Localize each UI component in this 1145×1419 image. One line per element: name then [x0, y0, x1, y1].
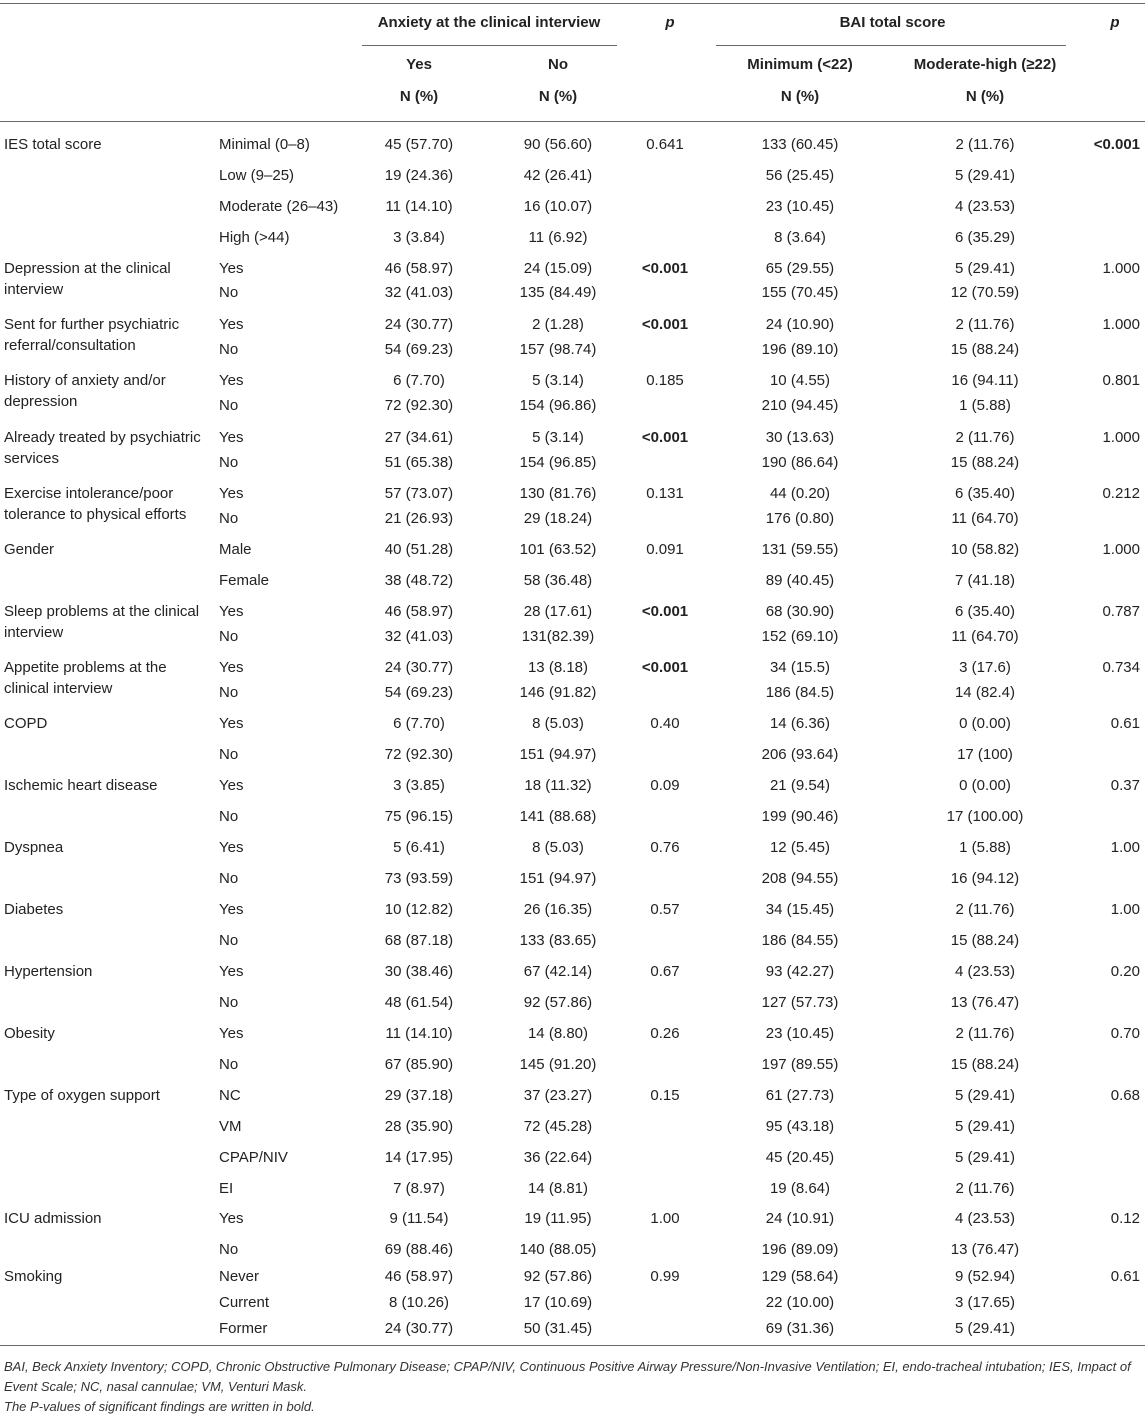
cell-p-anxiety: 0.641: [646, 136, 684, 153]
cell-anxiety-yes: 11 (14.10): [385, 198, 453, 215]
cell-bai-moderate-high: 7 (41.18): [954, 572, 1016, 589]
cell-p-anxiety: 0.185: [646, 372, 684, 389]
header-underline-anxiety: [362, 45, 617, 46]
cell-bai-moderate-high: 15 (88.24): [950, 932, 1020, 949]
cell-variable: Gender: [4, 541, 55, 558]
cell-anxiety-no: 8 (5.03): [532, 839, 584, 856]
cell-p-bai: 0.787: [1102, 603, 1140, 620]
cell-bai-minimum: 68 (30.90): [765, 603, 835, 620]
cell-anxiety-yes: 24 (30.77): [384, 659, 454, 676]
cell-bai-minimum: 131 (59.55): [761, 541, 839, 558]
cell-p-bai: 1.000: [1102, 260, 1140, 277]
cell-subgroup: Moderate (26–43): [219, 198, 339, 215]
cell-subgroup: No: [219, 510, 239, 527]
header-group-anxiety: Anxiety at the clinical interview: [377, 14, 601, 31]
cell-bai-minimum: 19 (8.64): [769, 1180, 831, 1197]
cell-subgroup: No: [219, 932, 239, 949]
cell-bai-minimum: 93 (42.27): [765, 963, 835, 980]
cell-anxiety-no: 141 (88.68): [519, 808, 597, 825]
cell-anxiety-no: 18 (11.32): [524, 777, 592, 794]
cell-bai-moderate-high: 17 (100.00): [946, 808, 1024, 825]
cell-bai-moderate-high: 5 (29.41): [954, 1320, 1016, 1337]
cell-p-anxiety: <0.001: [641, 260, 689, 277]
cell-anxiety-no: 131(82.39): [521, 628, 595, 645]
cell-anxiety-yes: 57 (73.07): [384, 485, 454, 502]
cell-bai-moderate-high: 0 (0.00): [959, 715, 1011, 732]
table-top-rule: [0, 3, 1145, 4]
cell-p-anxiety: <0.001: [641, 316, 689, 333]
cell-p-bai: 1.00: [1110, 901, 1140, 918]
cell-bai-minimum: 24 (10.91): [765, 1210, 835, 1227]
header-bottom-rule: [0, 121, 1145, 122]
cell-anxiety-no: 135 (84.49): [519, 284, 597, 301]
cell-subgroup: No: [219, 397, 239, 414]
header-unit-no: N (%): [538, 88, 578, 105]
cell-p-anxiety: 0.99: [650, 1268, 680, 1285]
cell-bai-moderate-high: 6 (35.29): [954, 229, 1016, 246]
cell-bai-minimum: 129 (58.64): [761, 1268, 839, 1285]
cell-bai-moderate-high: 6 (35.40): [954, 603, 1016, 620]
header-p-bai: p: [1110, 14, 1120, 31]
cell-bai-moderate-high: 12 (70.59): [950, 284, 1020, 301]
cell-variable: History of anxiety and/or depression: [4, 372, 166, 410]
cell-anxiety-no: 130 (81.76): [519, 485, 597, 502]
cell-subgroup: No: [219, 684, 239, 701]
cell-anxiety-yes: 73 (93.59): [384, 870, 454, 887]
cell-subgroup: Yes: [219, 1025, 244, 1042]
cell-p-anxiety: 0.091: [646, 541, 684, 558]
cell-anxiety-yes: 40 (51.28): [384, 541, 454, 558]
cell-bai-moderate-high: 3 (17.6): [959, 659, 1011, 676]
cell-anxiety-no: 72 (45.28): [523, 1118, 593, 1135]
cell-bai-moderate-high: 2 (11.76): [955, 316, 1015, 333]
cell-p-bai: 1.000: [1102, 429, 1140, 446]
cell-anxiety-no: 92 (57.86): [523, 994, 593, 1011]
cell-subgroup: High (>44): [219, 229, 290, 246]
cell-variable: Diabetes: [4, 901, 64, 918]
table-bottom-rule: [0, 1345, 1145, 1346]
cell-subgroup: Yes: [219, 316, 244, 333]
cell-anxiety-yes: 27 (34.61): [384, 429, 454, 446]
cell-bai-minimum: 65 (29.55): [765, 260, 835, 277]
cell-subgroup: Yes: [219, 372, 244, 389]
cell-subgroup: Male: [219, 541, 252, 558]
cell-subgroup: Yes: [219, 901, 244, 918]
header-unit-moderate-high: N (%): [965, 88, 1005, 105]
cell-anxiety-yes: 21 (26.93): [384, 510, 454, 527]
cell-bai-moderate-high: 2 (11.76): [955, 136, 1015, 153]
cell-anxiety-no: 146 (91.82): [519, 684, 597, 701]
cell-anxiety-yes: 46 (58.97): [384, 1268, 454, 1285]
cell-p-bai: 0.37: [1110, 777, 1140, 794]
cell-anxiety-yes: 54 (69.23): [384, 684, 454, 701]
cell-anxiety-no: 17 (10.69): [523, 1294, 593, 1311]
cell-anxiety-no: 26 (16.35): [523, 901, 593, 918]
cell-p-bai: 0.68: [1110, 1087, 1140, 1104]
cell-anxiety-yes: 38 (48.72): [384, 572, 454, 589]
header-p-anxiety: p: [665, 14, 675, 31]
cell-bai-minimum: 197 (89.55): [761, 1056, 839, 1073]
cell-anxiety-no: 36 (22.64): [523, 1149, 593, 1166]
cell-bai-moderate-high: 1 (5.88): [959, 397, 1011, 414]
cell-bai-minimum: 22 (10.00): [765, 1294, 835, 1311]
cell-subgroup: Yes: [219, 659, 244, 676]
cell-anxiety-no: 5 (3.14): [532, 372, 584, 389]
header-unit-yes: N (%): [399, 88, 439, 105]
cell-p-anxiety: 0.57: [650, 901, 680, 918]
cell-subgroup: CPAP/NIV: [219, 1149, 288, 1166]
cell-bai-minimum: 56 (25.45): [765, 167, 835, 184]
cell-anxiety-yes: 6 (7.70): [393, 372, 445, 389]
cell-anxiety-no: 24 (15.09): [523, 260, 593, 277]
cell-subgroup: No: [219, 994, 239, 1011]
cell-variable: Exercise intolerance/poor tolerance to physical efforts: [4, 485, 187, 523]
cell-p-bai: 1.00: [1110, 839, 1140, 856]
cell-bai-minimum: 89 (40.45): [765, 572, 835, 589]
cell-bai-minimum: 186 (84.5): [765, 684, 835, 701]
cell-anxiety-yes: 48 (61.54): [384, 994, 454, 1011]
cell-variable: Type of oxygen support: [4, 1087, 160, 1104]
cell-subgroup: NC: [219, 1087, 241, 1104]
cell-bai-moderate-high: 9 (52.94): [954, 1268, 1016, 1285]
cell-subgroup: Female: [219, 572, 270, 589]
cell-p-bai: 0.12: [1110, 1210, 1140, 1227]
cell-anxiety-yes: 3 (3.84): [393, 229, 445, 246]
cell-bai-minimum: 196 (89.10): [761, 341, 839, 358]
cell-subgroup: Yes: [219, 485, 244, 502]
cell-bai-moderate-high: 1 (5.88): [959, 839, 1011, 856]
cell-bai-moderate-high: 5 (29.41): [954, 167, 1016, 184]
cell-subgroup: Never: [219, 1268, 260, 1285]
cell-anxiety-no: 58 (36.48): [523, 572, 593, 589]
cell-bai-minimum: 14 (6.36): [769, 715, 831, 732]
cell-variable: Sleep problems at the clinical interview: [4, 603, 200, 641]
cell-anxiety-yes: 45 (57.70): [384, 136, 454, 153]
cell-anxiety-no: 90 (56.60): [523, 136, 593, 153]
cell-bai-moderate-high: 14 (82.4): [954, 684, 1016, 701]
header-underline-bai: [716, 45, 1066, 46]
cell-bai-minimum: 34 (15.45): [765, 901, 835, 918]
cell-bai-minimum: 152 (69.10): [761, 628, 839, 645]
cell-bai-moderate-high: 15 (88.24): [950, 341, 1020, 358]
cell-subgroup: Low (9–25): [219, 167, 295, 184]
cell-anxiety-yes: 72 (92.30): [384, 397, 454, 414]
cell-bai-minimum: 24 (10.90): [765, 316, 835, 333]
cell-anxiety-no: 28 (17.61): [523, 603, 593, 620]
cell-bai-moderate-high: 4 (23.53): [954, 198, 1016, 215]
cell-anxiety-yes: 68 (87.18): [384, 932, 454, 949]
cell-bai-moderate-high: 0 (0.00): [959, 777, 1011, 794]
cell-anxiety-yes: 28 (35.90): [384, 1118, 454, 1135]
cell-anxiety-no: 16 (10.07): [523, 198, 593, 215]
header-moderate-high: Moderate-high (≥22): [913, 56, 1057, 73]
cell-p-anxiety: <0.001: [641, 429, 689, 446]
header-group-bai: BAI total score: [839, 14, 946, 31]
cell-anxiety-no: 29 (18.24): [523, 510, 593, 527]
cell-bai-minimum: 208 (94.55): [761, 870, 839, 887]
cell-subgroup: No: [219, 341, 239, 358]
cell-anxiety-yes: 11 (14.10): [385, 1025, 453, 1042]
cell-bai-moderate-high: 5 (29.41): [954, 1149, 1016, 1166]
cell-anxiety-no: 5 (3.14): [532, 429, 584, 446]
cell-bai-moderate-high: 2 (11.76): [955, 1180, 1015, 1197]
cell-anxiety-no: 50 (31.45): [523, 1320, 593, 1337]
cell-anxiety-yes: 19 (24.36): [384, 167, 454, 184]
cell-anxiety-no: 2 (1.28): [532, 316, 584, 333]
cell-anxiety-yes: 24 (30.77): [384, 1320, 454, 1337]
cell-p-anxiety: 0.15: [650, 1087, 680, 1104]
cell-bai-moderate-high: 2 (11.76): [955, 901, 1015, 918]
cell-bai-minimum: 10 (4.55): [769, 372, 831, 389]
cell-anxiety-no: 67 (42.14): [523, 963, 593, 980]
cell-anxiety-yes: 72 (92.30): [384, 746, 454, 763]
cell-bai-minimum: 12 (5.45): [769, 839, 831, 856]
cell-subgroup: No: [219, 746, 239, 763]
cell-subgroup: No: [219, 1241, 239, 1258]
cell-anxiety-no: 13 (8.18): [527, 659, 589, 676]
cell-anxiety-yes: 3 (3.85): [393, 777, 445, 794]
header-no: No: [548, 56, 568, 73]
cell-anxiety-no: 14 (8.80): [527, 1025, 589, 1042]
cell-bai-moderate-high: 13 (76.47): [950, 1241, 1020, 1258]
cell-subgroup: Yes: [219, 963, 244, 980]
cell-anxiety-yes: 8 (10.26): [388, 1294, 450, 1311]
cell-bai-minimum: 199 (90.46): [761, 808, 839, 825]
cell-bai-minimum: 210 (94.45): [761, 397, 839, 414]
cell-bai-minimum: 176 (0.80): [765, 510, 835, 527]
cell-anxiety-yes: 46 (58.97): [384, 260, 454, 277]
header-unit-minimum: N (%): [780, 88, 820, 105]
cell-bai-minimum: 8 (3.64): [774, 229, 826, 246]
cell-bai-moderate-high: 16 (94.12): [950, 870, 1020, 887]
cell-bai-minimum: 206 (93.64): [761, 746, 839, 763]
cell-anxiety-yes: 14 (17.95): [384, 1149, 454, 1166]
cell-anxiety-yes: 75 (96.15): [384, 808, 454, 825]
cell-variable: Hypertension: [4, 963, 93, 980]
cell-bai-minimum: 186 (84.55): [761, 932, 839, 949]
cell-anxiety-yes: 51 (65.38): [384, 454, 454, 471]
cell-p-bai: 0.61: [1110, 715, 1140, 732]
cell-subgroup: Minimal (0–8): [219, 136, 310, 153]
cell-variable: Already treated by psychiatric services: [4, 429, 201, 467]
cell-anxiety-yes: 10 (12.82): [384, 901, 454, 918]
cell-subgroup: EI: [219, 1180, 234, 1197]
cell-anxiety-no: 154 (96.85): [519, 454, 597, 471]
cell-anxiety-yes: 24 (30.77): [384, 316, 454, 333]
cell-subgroup: Yes: [219, 839, 244, 856]
cell-bai-minimum: 155 (70.45): [761, 284, 839, 301]
cell-anxiety-no: 8 (5.03): [532, 715, 584, 732]
cell-bai-minimum: 133 (60.45): [761, 136, 839, 153]
cell-variable: Sent for further psychiatric referral/consultation: [4, 316, 180, 354]
cell-subgroup: No: [219, 628, 239, 645]
cell-bai-minimum: 190 (86.64): [761, 454, 839, 471]
cell-anxiety-no: 14 (8.81): [527, 1180, 589, 1197]
cell-variable: IES total score: [4, 136, 102, 153]
cell-subgroup: Yes: [219, 260, 244, 277]
cell-anxiety-yes: 9 (11.54): [389, 1210, 449, 1227]
cell-subgroup: Yes: [219, 1210, 244, 1227]
cell-p-anxiety: 1.00: [650, 1210, 680, 1227]
cell-bai-moderate-high: 2 (11.76): [955, 1025, 1015, 1042]
cell-anxiety-yes: 29 (37.18): [384, 1087, 454, 1104]
cell-bai-moderate-high: 3 (17.65): [954, 1294, 1016, 1311]
cell-bai-minimum: 95 (43.18): [765, 1118, 835, 1135]
cell-subgroup: No: [219, 454, 239, 471]
cell-variable: ICU admission: [4, 1210, 102, 1227]
cell-subgroup: No: [219, 1056, 239, 1073]
cell-bai-moderate-high: 11 (64.70): [951, 510, 1019, 527]
cell-p-bai: 0.212: [1102, 485, 1140, 502]
cell-p-bai: 0.734: [1102, 659, 1140, 676]
cell-subgroup: Yes: [219, 777, 244, 794]
cell-subgroup: Yes: [219, 715, 244, 732]
cell-anxiety-yes: 7 (8.97): [393, 1180, 445, 1197]
cell-bai-minimum: 23 (10.45): [765, 198, 835, 215]
cell-variable: Obesity: [4, 1025, 55, 1042]
cell-anxiety-no: 133 (83.65): [519, 932, 597, 949]
cell-variable: Appetite problems at the clinical interview: [4, 659, 167, 697]
cell-anxiety-yes: 32 (41.03): [384, 628, 454, 645]
cell-variable: Dyspnea: [4, 839, 64, 856]
cell-anxiety-yes: 30 (38.46): [384, 963, 454, 980]
cell-p-bai: 1.000: [1102, 541, 1140, 558]
cell-bai-minimum: 23 (10.45): [765, 1025, 835, 1042]
cell-anxiety-yes: 46 (58.97): [384, 603, 454, 620]
cell-bai-minimum: 196 (89.09): [761, 1241, 839, 1258]
cell-anxiety-no: 101 (63.52): [519, 541, 597, 558]
cell-bai-moderate-high: 5 (29.41): [954, 260, 1016, 277]
cell-variable: Smoking: [4, 1268, 63, 1285]
cell-p-bai: 0.61: [1110, 1268, 1140, 1285]
cell-bai-moderate-high: 17 (100): [957, 746, 1013, 763]
cell-bai-moderate-high: 10 (58.82): [950, 541, 1020, 558]
cell-subgroup: No: [219, 808, 239, 825]
cell-bai-moderate-high: 6 (35.40): [954, 485, 1016, 502]
cell-anxiety-no: 37 (23.27): [523, 1087, 593, 1104]
cell-p-anxiety: 0.131: [646, 485, 684, 502]
cell-anxiety-no: 11 (6.92): [528, 229, 588, 246]
cell-anxiety-no: 92 (57.86): [523, 1268, 593, 1285]
cell-bai-minimum: 127 (57.73): [761, 994, 839, 1011]
cell-anxiety-no: 157 (98.74): [519, 341, 597, 358]
cell-bai-moderate-high: 4 (23.53): [954, 1210, 1016, 1227]
cell-bai-minimum: 45 (20.45): [765, 1149, 835, 1166]
cell-p-anxiety: <0.001: [641, 659, 689, 676]
cell-subgroup: No: [219, 870, 239, 887]
cell-p-bai: 0.20: [1110, 963, 1140, 980]
cell-anxiety-no: 19 (11.95): [524, 1210, 592, 1227]
cell-p-anxiety: 0.26: [650, 1025, 680, 1042]
cell-bai-moderate-high: 15 (88.24): [950, 1056, 1020, 1073]
cell-bai-moderate-high: 11 (64.70): [951, 628, 1019, 645]
cell-bai-moderate-high: 16 (94.11): [951, 372, 1019, 389]
cell-subgroup: No: [219, 284, 239, 301]
cell-bai-moderate-high: 5 (29.41): [954, 1118, 1016, 1135]
cell-subgroup: Former: [219, 1320, 268, 1337]
header-minimum: Minimum (<22): [747, 56, 853, 73]
cell-anxiety-yes: 69 (88.46): [384, 1241, 454, 1258]
cell-bai-moderate-high: 2 (11.76): [955, 429, 1015, 446]
cell-bai-minimum: 61 (27.73): [765, 1087, 835, 1104]
cell-bai-minimum: 34 (15.5): [769, 659, 831, 676]
cell-anxiety-no: 145 (91.20): [519, 1056, 597, 1073]
cell-variable: Depression at the clinical interview: [4, 260, 171, 298]
cell-anxiety-yes: 54 (69.23): [384, 341, 454, 358]
header-yes: Yes: [406, 56, 432, 73]
cell-subgroup: Yes: [219, 429, 244, 446]
cell-p-anxiety: 0.40: [650, 715, 680, 732]
cell-anxiety-yes: 5 (6.41): [393, 839, 445, 856]
cell-subgroup: Yes: [219, 603, 244, 620]
cell-p-bai: <0.001: [1093, 136, 1140, 153]
cell-anxiety-no: 140 (88.05): [519, 1241, 597, 1258]
cell-anxiety-no: 151 (94.97): [519, 870, 597, 887]
cell-p-bai: 0.70: [1110, 1025, 1140, 1042]
cell-bai-minimum: 30 (13.63): [765, 429, 835, 446]
cell-anxiety-no: 42 (26.41): [523, 167, 593, 184]
cell-anxiety-no: 151 (94.97): [519, 746, 597, 763]
cell-variable: COPD: [4, 715, 48, 732]
cell-anxiety-yes: 6 (7.70): [393, 715, 445, 732]
cell-p-anxiety: 0.09: [650, 777, 680, 794]
cell-p-bai: 1.000: [1102, 316, 1140, 333]
cell-bai-minimum: 44 (0.20): [769, 485, 831, 502]
cell-p-anxiety: <0.001: [641, 603, 689, 620]
cell-bai-moderate-high: 13 (76.47): [950, 994, 1020, 1011]
cell-bai-moderate-high: 5 (29.41): [954, 1087, 1016, 1104]
cell-p-bai: 0.801: [1102, 372, 1140, 389]
cell-subgroup: VM: [219, 1118, 242, 1135]
cell-variable: Ischemic heart disease: [4, 777, 158, 794]
cell-anxiety-no: 154 (96.86): [519, 397, 597, 414]
cell-subgroup: Current: [219, 1294, 270, 1311]
cell-bai-moderate-high: 15 (88.24): [950, 454, 1020, 471]
cell-anxiety-yes: 32 (41.03): [384, 284, 454, 301]
cell-p-anxiety: 0.67: [650, 963, 680, 980]
cell-bai-minimum: 69 (31.36): [765, 1320, 835, 1337]
cell-p-anxiety: 0.76: [650, 839, 680, 856]
cell-anxiety-yes: 67 (85.90): [384, 1056, 454, 1073]
footnote-abbreviations: BAI, Beck Anxiety Inventory; COPD, Chronic Obstructive Pulmonary Disease; CPAP/NIV, Continuous Positive Airway Pressure/Non-Invasive Ventilation; EI, endo-tracheal intubation; IES, Impact of Event Scale; NC, nasal cannulae; VM, Venturi Mask.: [4, 1359, 1131, 1394]
footnote-bold-note: The P-values of significant findings are written in bold.: [4, 1399, 315, 1414]
cell-bai-minimum: 21 (9.54): [769, 777, 831, 794]
cell-bai-moderate-high: 4 (23.53): [954, 963, 1016, 980]
